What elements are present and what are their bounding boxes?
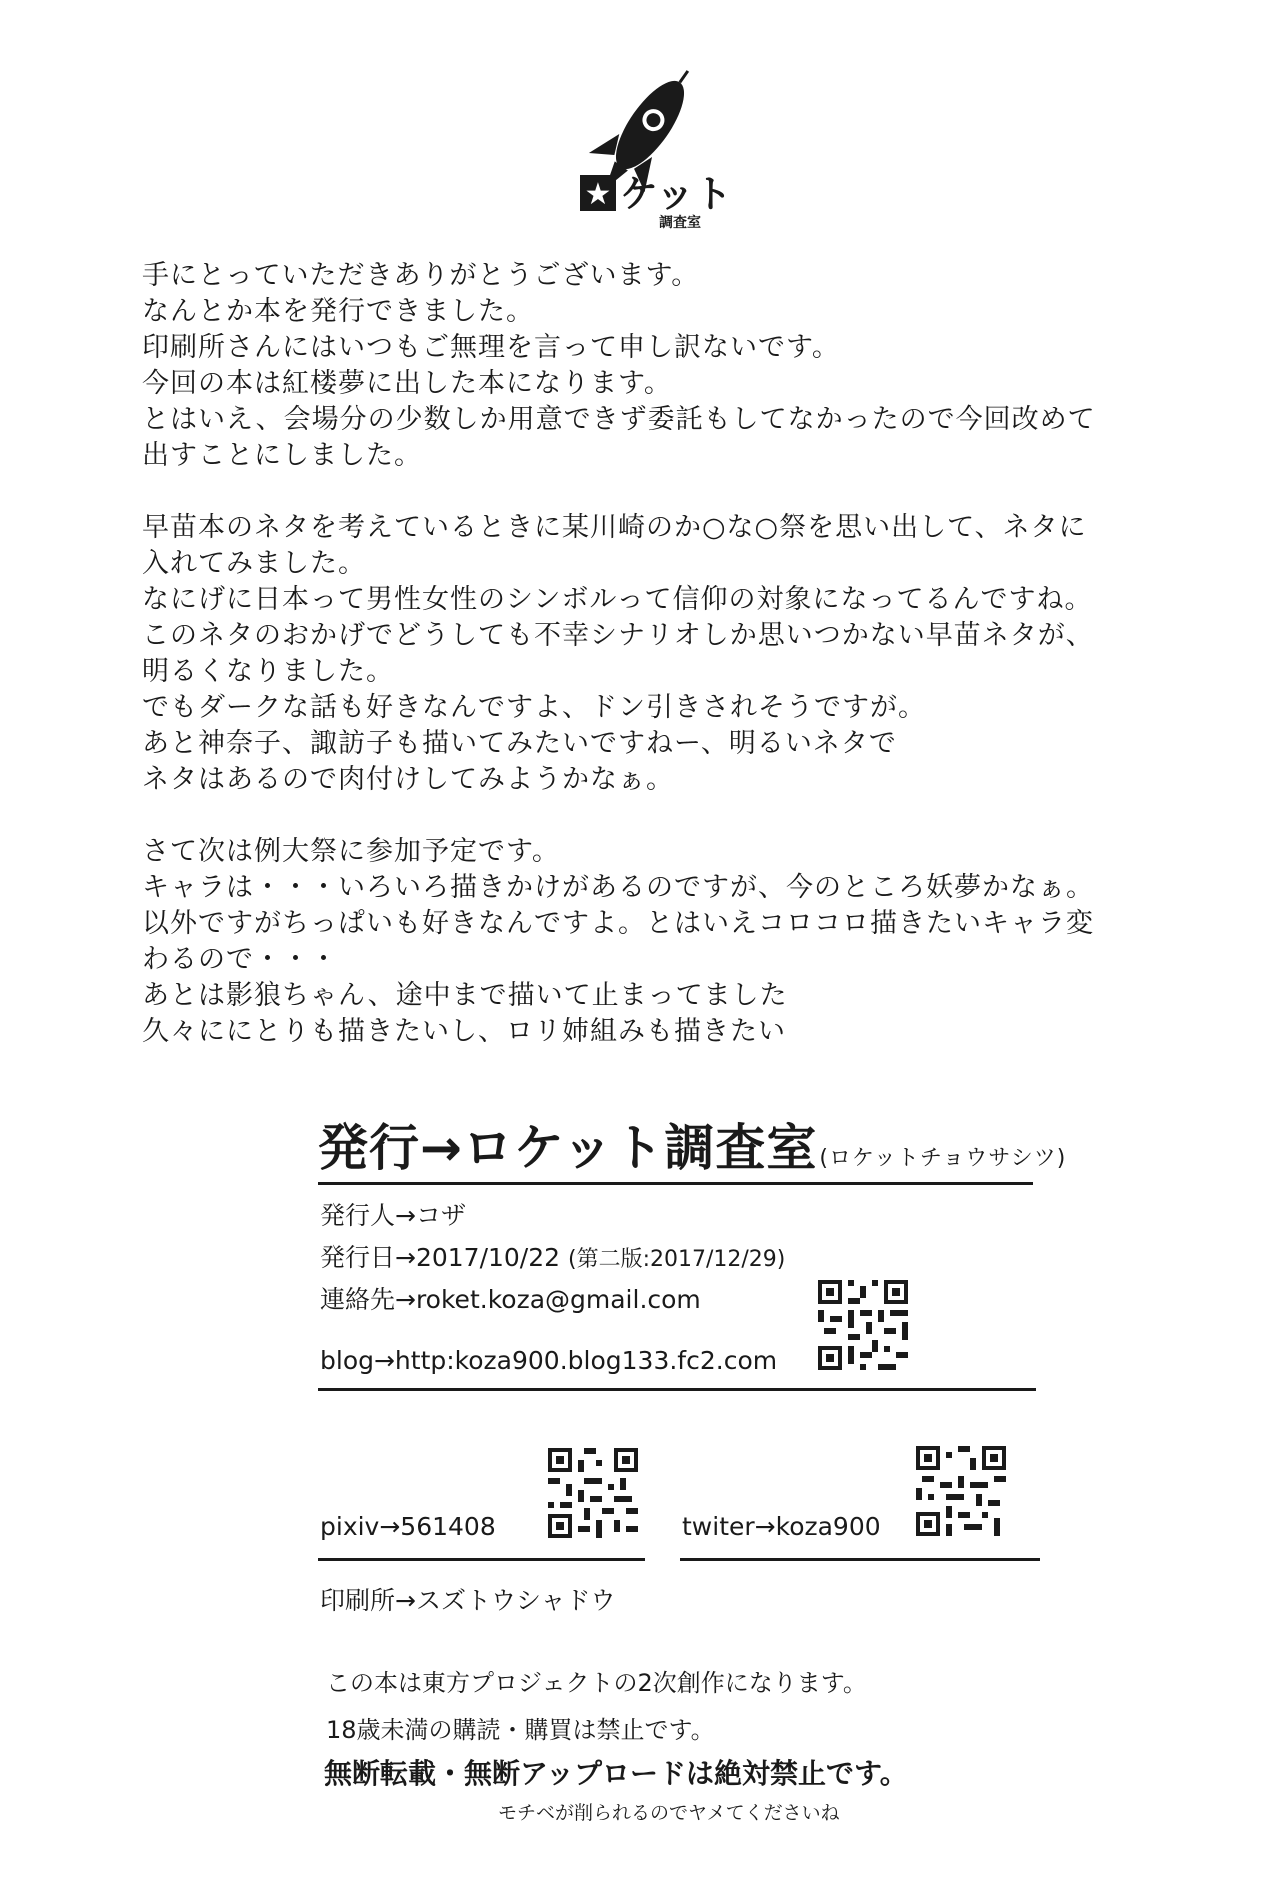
afterword-line: あと神奈子、諏訪子も描いてみたいですねー、明るいネタで — [142, 728, 897, 759]
qr-code-icon — [818, 1280, 908, 1370]
afterword-text — [142, 258, 1182, 1050]
afterword-line: 久々ににとりも描きたいし、ロリ姉組みも描きたい — [142, 1016, 786, 1047]
divider — [318, 1182, 1033, 1185]
qr-code-icon — [916, 1446, 1006, 1536]
afterword-line: なんとか本を発行できました。 — [142, 296, 534, 327]
afterword-line: なにげに日本って男性女性のシンボルって信仰の対象になってるんですね。 — [142, 584, 1093, 615]
date-line — [320, 1237, 785, 1281]
motivation-note: モチベが削られるのでヤメてくださいね — [498, 1802, 840, 1824]
divider — [318, 1388, 1036, 1391]
afterword-line: 印刷所さんにはいつもご無理を言って申し訳ないです。 — [142, 332, 840, 363]
age-restriction-notice: 18歳未満の購読・購買は禁止です。 — [326, 1716, 715, 1744]
afterword-line: わるので・・・ — [142, 944, 338, 975]
blog-line[interactable]: blog→http:koza900.blog133.fc2.com — [320, 1346, 778, 1375]
afterword-line: 入れてみました。 — [142, 548, 366, 579]
afterword-line: 以外ですがちっぱいも好きなんですよ。とはいえコロコロ描きたいキャラ変 — [142, 908, 1094, 939]
circle-logo — [570, 55, 750, 230]
circle-name-reading: (ロケットチョウサシツ) — [819, 1146, 1067, 1171]
circle-name: 発行→ロケット調査室 — [318, 1119, 818, 1177]
paragraph-gap — [142, 474, 1182, 510]
afterword-line: さて次は例大祭に参加予定です。 — [142, 836, 560, 867]
fan-work-notice: この本は東方プロジェクトの2次創作になります。 — [326, 1669, 867, 1697]
logo-wordmark: ケット — [620, 172, 733, 216]
no-reupload-notice: 無断転載・無断アップロードは絶対禁止です。 — [324, 1757, 908, 1790]
publish-date: 発行日→2017/10/22 — [320, 1243, 561, 1272]
divider — [318, 1558, 645, 1561]
afterword-line: 明るくなりました。 — [142, 656, 394, 687]
pixiv-qr-code[interactable] — [548, 1448, 638, 1538]
logo-subtitle: 調査室 — [659, 215, 701, 230]
afterword-line: 早苗本のネタを考えているときに某川崎のか○な○祭を思い出して、ネタに — [142, 512, 1087, 543]
twitter-line[interactable]: twiter→koza900 — [682, 1512, 881, 1541]
rocket-icon — [570, 55, 750, 230]
afterword-line: 手にとっていただきありがとうございます。 — [142, 260, 700, 291]
qr-code-icon — [548, 1448, 638, 1538]
afterword-line: 出すことにしました。 — [142, 440, 422, 471]
publisher-line: 発行人→コザ — [320, 1201, 466, 1230]
afterword-line: でもダークな話も好きなんですよ、ドン引きされそうですが。 — [142, 692, 926, 723]
paragraph-gap — [142, 798, 1182, 834]
second-edition-note: (第二版:2017/12/29) — [568, 1247, 786, 1272]
afterword-line: あとは影狼ちゃん、途中まで描いて止まってました — [142, 980, 788, 1011]
blog-qr-code[interactable] — [818, 1280, 908, 1370]
pixiv-line[interactable]: pixiv→561408 — [320, 1512, 496, 1541]
printer-line: 印刷所→スズトウシャドウ — [320, 1586, 616, 1615]
afterword-line: とはいえ、会場分の少数しか用意できず委託もしてなかったので今回改めて — [142, 404, 1096, 435]
colophon-title — [318, 1108, 1066, 1180]
svg-text:★: ★ — [584, 177, 612, 212]
divider — [680, 1558, 1040, 1561]
afterword-line: 今回の本は紅楼夢に出した本になります。 — [142, 368, 672, 399]
afterword-line: ネタはあるので肉付けしてみようかなぁ。 — [142, 764, 674, 795]
afterword-line: キャラは・・・いろいろ描きかけがあるのですが、今のところ妖夢かなぁ。 — [142, 872, 1094, 903]
contact-line[interactable]: 連絡先→roket.koza@gmail.com — [320, 1285, 701, 1314]
twitter-qr-code[interactable] — [916, 1446, 1006, 1536]
afterword-line: このネタのおかげでどうしても不幸シナリオしか思いつかない早苗ネタが、 — [142, 620, 1094, 651]
